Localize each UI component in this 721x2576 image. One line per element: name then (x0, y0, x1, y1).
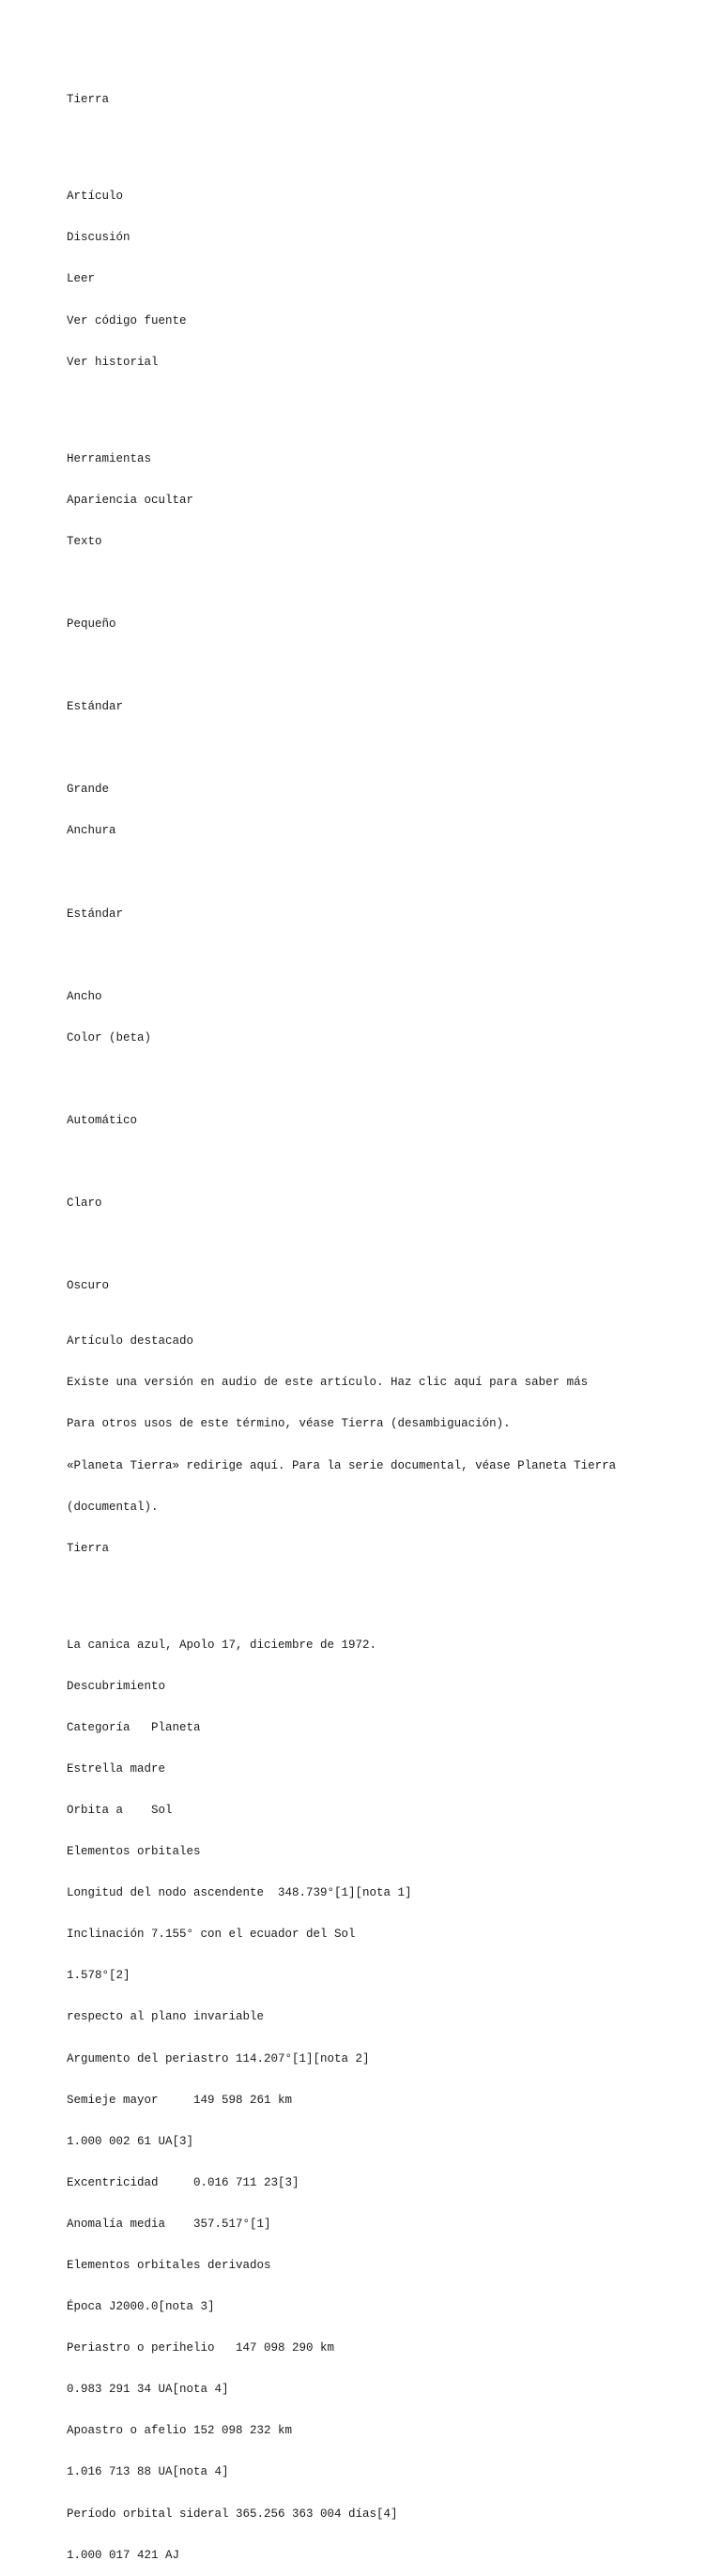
infobox-row: Apoastro o afelio 152 098 232 km (67, 2424, 293, 2438)
text-size-small-option[interactable]: Pequeño (67, 617, 116, 631)
text-size-large-option[interactable]: Grande (67, 783, 110, 797)
infobox-row: Anomalía media 357.517°[1] (67, 2217, 271, 2231)
spacer (67, 1073, 686, 1087)
width-label: Anchura (67, 824, 116, 838)
infobox-title: Tierra (67, 1541, 110, 1555)
color-dark-option[interactable]: Oscuro (67, 1279, 110, 1293)
infobox-row: 1.000 002 61 UA[3] (67, 2134, 194, 2148)
color-light-option[interactable]: Claro (67, 1197, 102, 1211)
infobox-row: Orbita a Sol (67, 1803, 173, 1817)
page-title: Tierra (67, 93, 110, 107)
color-label: Color (beta) (67, 1030, 152, 1044)
spacer (67, 659, 686, 673)
spacer (67, 866, 686, 880)
spacer (67, 1155, 686, 1169)
infobox-row: Época J2000.0[nota 3] (67, 2300, 215, 2314)
infobox-row: 1.578°[2] (67, 1969, 130, 1983)
infobox-row: respecto al plano invariable (67, 2010, 265, 2024)
disambiguation-notice[interactable]: Para otros usos de este término, véase Tierra (desambiguación). (67, 1417, 511, 1431)
infobox-section-header: Descubrimiento (67, 1679, 166, 1693)
width-standard-option[interactable]: Estándar (67, 907, 124, 921)
width-wide-option[interactable]: Ancho (67, 989, 102, 1003)
spacer (67, 741, 686, 755)
spacer (67, 1238, 686, 1252)
infobox-row: 1.000 017 421 AJ (67, 2548, 180, 2562)
audio-version-notice[interactable]: Existe una versión en audio de este artículo. Haz clic aquí para saber más (67, 1376, 589, 1390)
redirect-notice-continued[interactable]: (documental). (67, 1500, 159, 1514)
appearance-toggle[interactable]: Apariencia ocultar (67, 493, 194, 507)
infobox-row: Periastro o perihelio 147 098 290 km (67, 2341, 335, 2355)
infobox-row: Inclinación 7.155° con el ecuador del Sol (67, 1928, 356, 1942)
featured-article-notice[interactable]: Artículo destacado (67, 1334, 194, 1349)
tools-menu[interactable]: Herramientas (67, 451, 152, 465)
infobox-row: Categoría Planeta (67, 1720, 201, 1734)
tab-view-history[interactable]: Ver historial (67, 355, 159, 369)
spacer (67, 135, 686, 149)
infobox-row: Estrella madre (67, 1761, 166, 1776)
spacer (67, 576, 686, 590)
infobox-row: Excentricidad 0.016 711 23[3] (67, 2175, 299, 2189)
infobox-row: Argumento del periastro 114.207°[1][nota 2] (67, 2051, 370, 2065)
infobox-row: Semieje mayor 149 598 261 km (67, 2093, 293, 2107)
infobox-row: 1.016 713 88 UA[nota 4] (67, 2465, 229, 2479)
tab-article[interactable]: Artículo (67, 190, 124, 204)
text-size-standard-option[interactable]: Estándar (67, 700, 124, 714)
infobox-row: Longitud del nodo ascendente 348.739°[1][nota 1] (67, 1886, 412, 1900)
spacer (67, 949, 686, 963)
tab-view-source[interactable]: Ver código fuente (67, 313, 187, 328)
spacer (67, 1583, 686, 1597)
tab-read[interactable]: Leer (67, 272, 96, 286)
infobox-row: Período orbital sideral 365.256 363 004 días[4] (67, 2507, 398, 2521)
infobox-image-caption: La canica azul, Apolo 17, diciembre de 1972. (67, 1638, 377, 1652)
text-size-label: Texto (67, 534, 102, 548)
infobox-row: Elementos orbitales (67, 1845, 201, 1859)
redirect-notice[interactable]: «Planeta Tierra» redirige aquí. Para la serie documental, véase Planeta Tierra (67, 1458, 617, 1472)
color-auto-option[interactable]: Automático (67, 1114, 138, 1128)
spacer (67, 397, 686, 411)
infobox-row: Elementos orbitales derivados (67, 2259, 271, 2272)
infobox-row: 0.983 291 34 UA[nota 4] (67, 2383, 229, 2397)
tab-discussion[interactable]: Discusión (67, 231, 130, 245)
document-text (67, 66, 686, 2576)
